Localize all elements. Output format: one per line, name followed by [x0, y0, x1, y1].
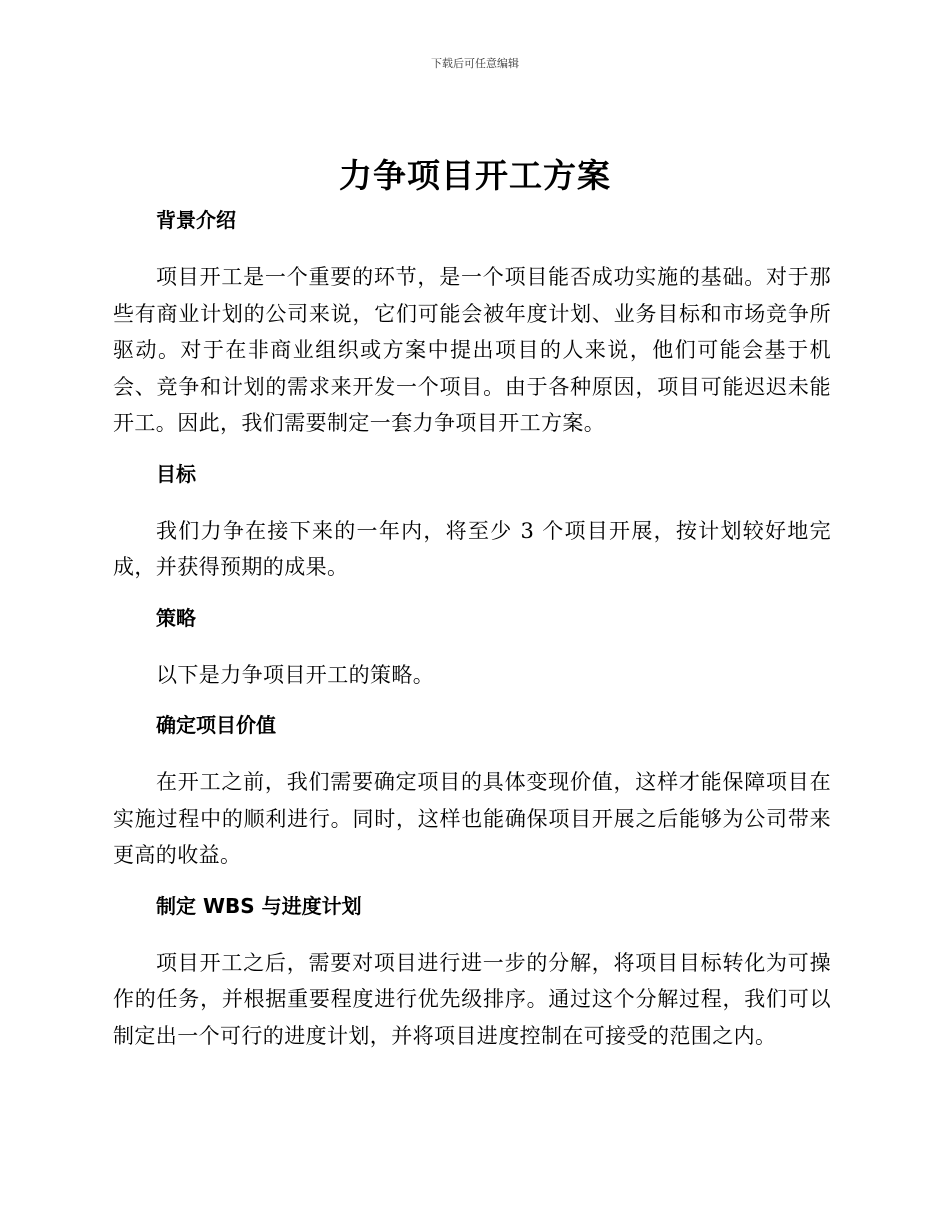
section-paragraph: 项目开工是一个重要的环节，是一个项目能否成功实施的基础。对于那些有商业计划的公司来说，它们可能会被年度计划、业务目标和市场竞争所驱动。对于在非商业组织或方案中提出项目的人来说，他们可能会基于机会、竞争和计划的需求来开发一个项目。由于各种原因，项目可能迟迟未能开工。因此，我们需要制定一套力争项目开工方案。 — [113, 265, 831, 435]
section-paragraph: 在开工之前，我们需要确定项目的具体变现价值，这样才能保障项目在实施过程中的顺利进行。同时，这样也能确保项目开展之后能够为公司带来更高的收益。 — [113, 770, 831, 867]
section-heading: 制定 WBS 与进度计划 — [156, 893, 362, 918]
section-heading: 策略 — [156, 605, 196, 630]
section-background — [113, 204, 831, 442]
section-wbs-schedule — [113, 890, 831, 1055]
document-title: 力争项目开工方案 — [339, 156, 611, 195]
section-paragraph: 项目开工之后，需要对项目进行进一步的分解，将项目目标转化为可操作的任务，并根据重要程度进行优先级排序。通过这个分解过程，我们可以制定出一个可行的进度计划，并将项目进度控制在可接受的范围之内。 — [113, 950, 831, 1048]
section-paragraph: 我们力争在接下来的一年内，将至少 3 个项目开展，按计划较好地完成，并获得预期的成果。 — [113, 518, 831, 579]
header-note: 下载后可任意编辑 — [431, 57, 519, 70]
section-project-value — [113, 709, 831, 874]
section-paragraph: 以下是力争项目开工的策略。 — [156, 662, 435, 687]
section-heading: 背景介绍 — [156, 208, 236, 232]
section-goal — [113, 458, 831, 586]
section-heading: 目标 — [156, 461, 196, 486]
document-body — [113, 204, 831, 1054]
section-heading: 确定项目价值 — [156, 713, 276, 737]
section-strategy — [113, 602, 831, 694]
